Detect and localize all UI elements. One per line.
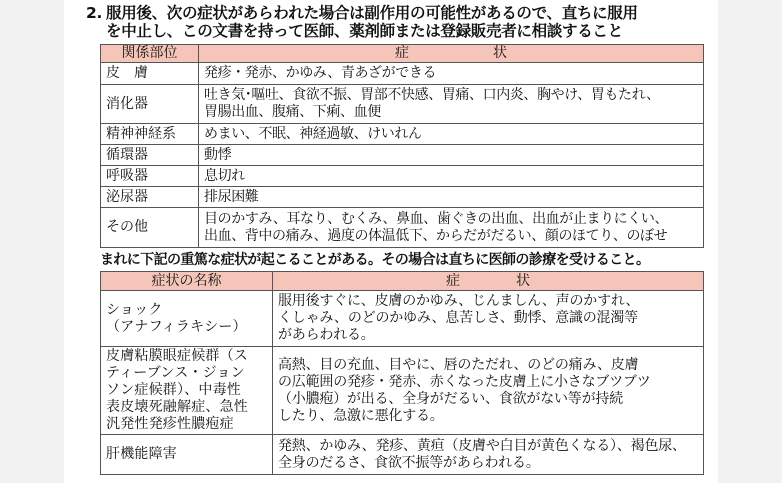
table-row — [101, 187, 704, 208]
table-row — [101, 291, 704, 347]
table-row — [101, 347, 704, 435]
header-part: 関係部位 — [101, 45, 199, 63]
table-header-row — [101, 272, 704, 291]
row-symptom: めまい、不眠、神経過敏、けいれん — [199, 124, 704, 145]
row-part: 皮 膚 — [101, 63, 199, 85]
row-part: その他 — [101, 208, 199, 248]
table-row — [101, 85, 704, 124]
header-symptom: 症 状 — [273, 272, 704, 291]
header-symptom: 症 状 — [199, 45, 704, 63]
row-symptom: 目のかすみ、耳なり、むくみ、鼻血、歯ぐきの出血、出血が止まりにくい、 出血、背中の痛み、過度の体温低下、からだがだるい、顔のほてり、のぼせ — [199, 208, 704, 248]
section-title-line1: 服用後、次の症状があらわれた場合は副作用の可能性があるので、直ちに服用 — [106, 4, 638, 22]
side-effects-table — [100, 44, 704, 248]
table-row — [101, 166, 704, 187]
row-symptom: 動悸 — [199, 145, 704, 166]
header-name: 症状の名称 — [101, 272, 273, 291]
section-title-line2: を中止し、この文書を持って医師、薬剤師または登録販売者に相談すること — [106, 22, 623, 40]
row-name: ショック （アナフィラキシー） — [101, 291, 273, 347]
row-symptom: 排尿困難 — [199, 187, 704, 208]
row-symptom: 息切れ — [199, 166, 704, 187]
row-symptom: 服用後すぐに、皮膚のかゆみ、じんましん、声のかすれ、 くしゃみ、のどのかゆみ、息苦しさ、動悸、意識の混濁等 があらわれる。 — [273, 291, 704, 347]
document-page — [64, 0, 718, 483]
table-row — [101, 145, 704, 166]
row-part: 消化器 — [101, 85, 199, 124]
row-symptom: 高熱、目の充血、目やに、唇のただれ、のどの痛み、皮膚 の広範囲の発疹・発赤、赤くなった皮膚上に小さなブツブツ （小膿疱）が出る、全身がだるい、食欲がない等が持続 したり、急激に悪化する。 — [273, 347, 704, 435]
table-row — [101, 208, 704, 248]
table-row — [101, 63, 704, 85]
section-number: 2. — [86, 4, 103, 22]
table-header-row — [101, 45, 704, 63]
table-row — [101, 124, 704, 145]
serious-symptoms-table — [100, 271, 704, 475]
row-name: 肝機能障害 — [101, 435, 273, 475]
row-symptom: 発熱、かゆみ、発疹、黄疸（皮膚や白目が黄色くなる）、褐色尿、 全身のだるさ、食欲不振等があらわれる。 — [273, 435, 704, 475]
row-part: 循環器 — [101, 145, 199, 166]
row-symptom: 吐き気･嘔吐、食欲不振、胃部不快感、胃痛、口内炎、胸やけ、胃もたれ、 胃腸出血、腹痛、下痢、血便 — [199, 85, 704, 124]
section-heading — [86, 4, 716, 40]
row-part: 泌尿器 — [101, 187, 199, 208]
row-part: 精神神経系 — [101, 124, 199, 145]
table-row — [101, 435, 704, 475]
row-part: 呼吸器 — [101, 166, 199, 187]
row-name: 皮膚粘膜眼症候群（ス ティーブンス・ジョン ソン症候群）、中毒性 表皮壊死融解症、急性 汎発性発疹性膿疱症 — [101, 347, 273, 435]
row-symptom: 発疹・発赤、かゆみ、青あざができる — [199, 63, 704, 85]
serious-symptoms-note: まれに下記の重篤な症状が起こることがある。その場合は直ちに医師の診療を受けること。 — [100, 252, 650, 268]
